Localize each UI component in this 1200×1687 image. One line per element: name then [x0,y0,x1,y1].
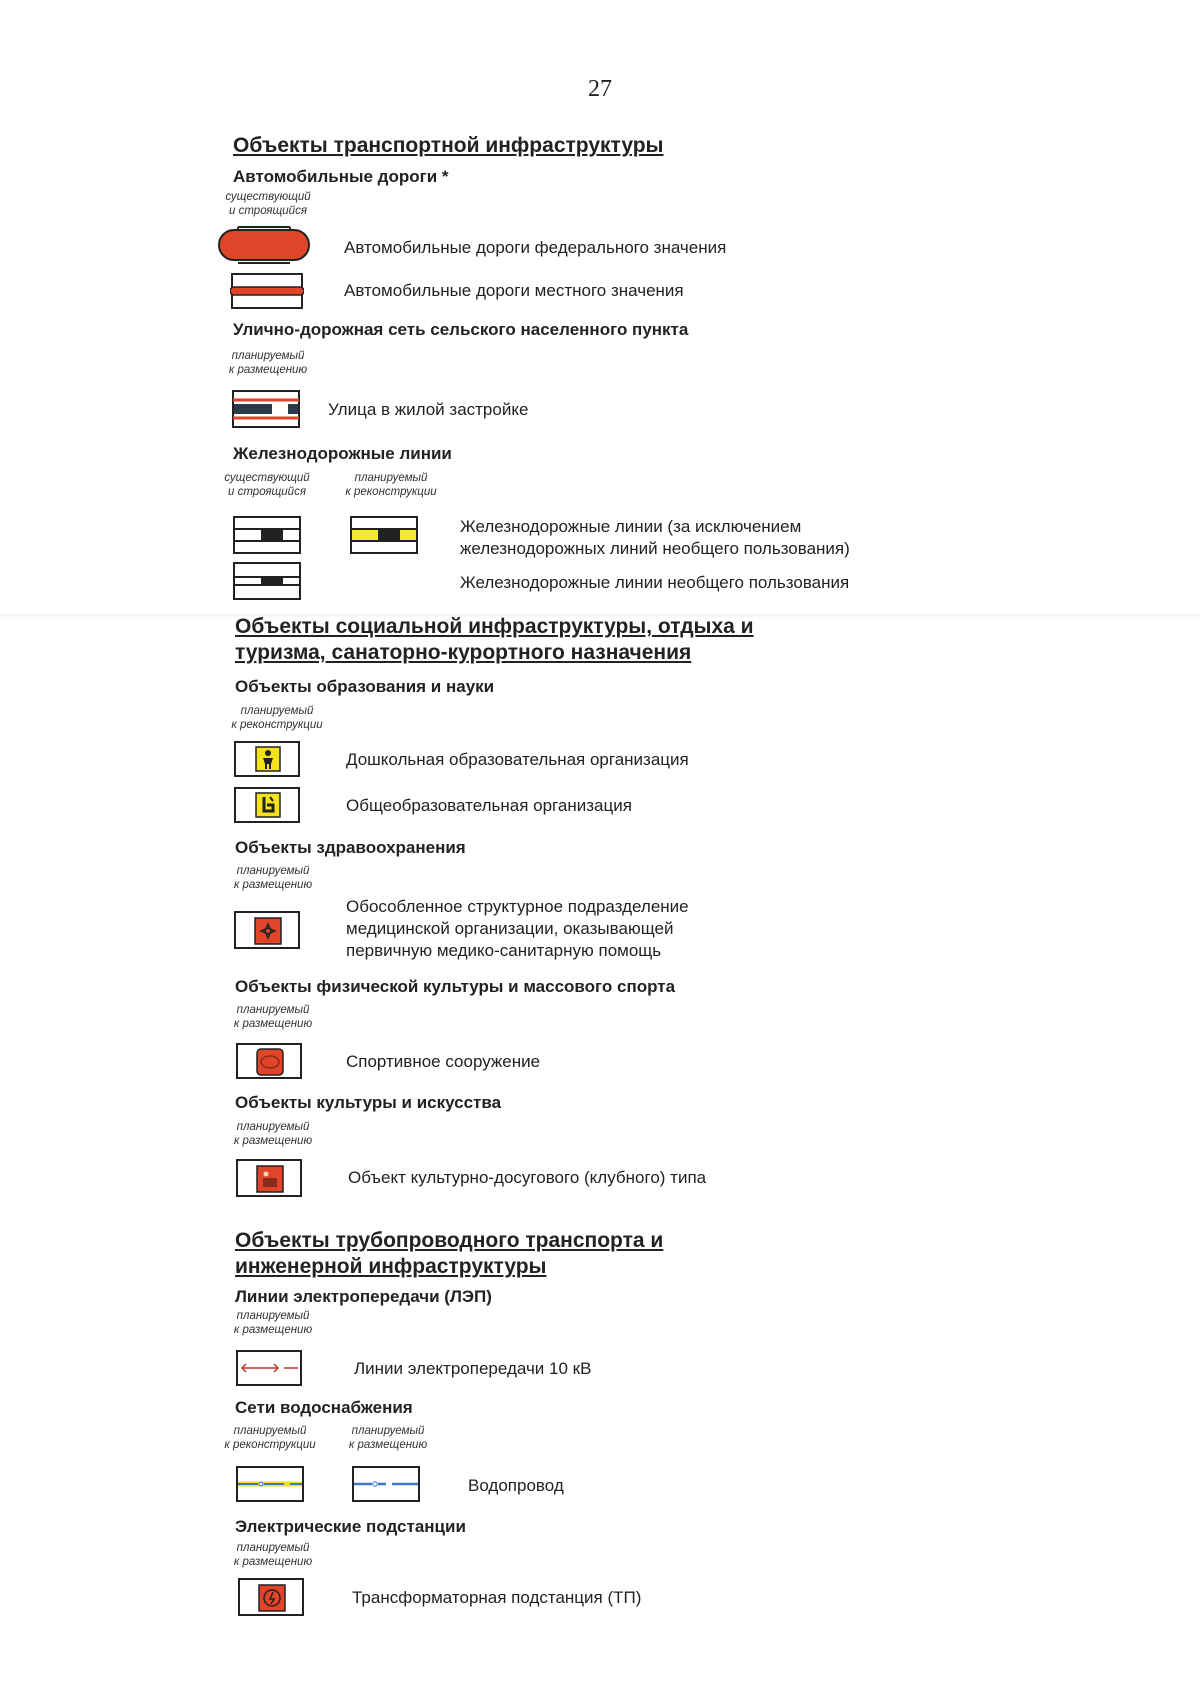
health-heading: Объекты здравоохранения [235,838,466,857]
power-lines-caption: планируемый к размещению [233,1310,313,1336]
street-label: Улица в жилой застройке [328,400,529,419]
railway-public-label: Железнодорожные линии (за исключением железнодорожных линий необщего пользования) [460,517,850,558]
roads-caption: существующий и строящийся [225,191,311,217]
substations-heading: Электрические подстанции [235,1517,466,1536]
substation-label: Трансформаторная подстанция (ТП) [352,1588,642,1607]
school-label: Общеобразовательная организация [346,796,632,815]
culture-heading: Объекты культуры и искусства [235,1093,502,1112]
medical-symbol [234,911,300,949]
water-reconstruction-symbol [236,1466,304,1502]
water-placement-symbol [352,1466,420,1502]
street-symbol [232,390,300,428]
roads-heading: Автомобильные дороги * [233,167,449,186]
engineering-title: Объекты трубопроводного транспорта и инженерной инфраструктуры [235,1229,664,1278]
sport-oval-icon [256,1048,284,1076]
club-icon [256,1165,284,1193]
local-road-symbol [230,272,304,310]
railway-existing-symbol [233,516,301,554]
railway-planned-symbol [350,516,418,554]
local-road-label: Автомобильные дороги местного значения [344,281,684,300]
culture-label: Объект культурно-досугового (клубного) типа [348,1168,707,1187]
water-label: Водопровод [468,1476,564,1495]
medical-cross-icon [254,917,282,945]
transformer-icon [258,1584,286,1612]
medical-label: Обособленное структурное подразделение медицинской организации, оказывающей первичную медико-санитарную помощь [346,897,689,960]
transport-title: Объекты транспортной инфраструктуры [233,134,664,157]
kindergarten-icon [255,746,281,772]
railway-non-public-label: Железнодорожные линии необщего пользования [460,573,850,592]
social-title: Объекты социальной инфраструктуры, отдыха и туризма, санаторно-курортного назначения [235,615,754,664]
sport-label: Спортивное сооружение [346,1052,541,1071]
power-line-label: Линии электропередачи 10 кВ [354,1359,592,1378]
school-icon [255,792,281,818]
culture-caption: планируемый к размещению [233,1121,313,1147]
kindergarten-symbol [234,741,300,777]
railways-caption-planned: планируемый к реконструкции [345,472,437,498]
sport-heading: Объекты физической культуры и массового спорта [235,977,676,996]
power-line-symbol [236,1350,302,1386]
kindergarten-label: Дошкольная образовательная организация [346,750,689,769]
water-heading: Сети водоснабжения [235,1398,413,1417]
substation-symbol [238,1578,304,1616]
water-caption-placement: планируемый к размещению [348,1425,428,1451]
page-number: 27 [588,76,612,102]
railway-non-public-symbol [233,562,301,600]
education-heading: Объекты образования и науки [235,677,495,696]
water-caption-reconstruction: планируемый к реконструкции [224,1425,316,1451]
health-caption: планируемый к размещению [233,865,313,891]
street-network-caption: планируемый к размещению [228,350,308,376]
school-symbol [234,787,300,823]
culture-symbol [236,1159,302,1197]
federal-road-label: Автомобильные дороги федерального значения [344,238,727,257]
street-network-heading: Улично-дорожная сеть сельского населенного пункта [233,320,689,339]
education-caption: планируемый к реконструкции [231,705,323,731]
railways-heading: Железнодорожные линии [233,444,452,463]
federal-road-symbol [218,226,310,264]
sport-symbol [236,1043,302,1079]
power-lines-heading: Линии электропередачи (ЛЭП) [235,1287,492,1306]
sport-caption: планируемый к размещению [233,1004,313,1030]
railways-caption-existing: существующий и строящийся [224,472,310,498]
substations-caption: планируемый к размещению [233,1542,313,1568]
